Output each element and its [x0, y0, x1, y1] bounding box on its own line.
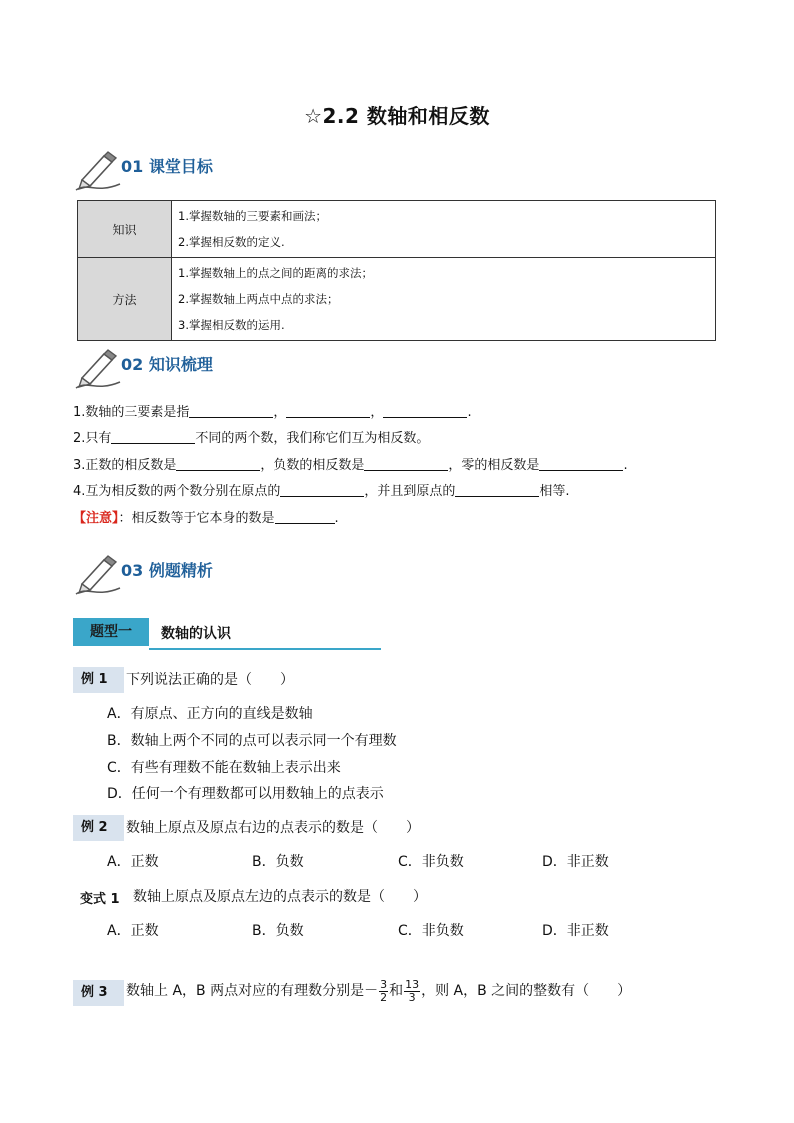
fraction-denominator: 3: [408, 990, 416, 1004]
pencil-icon: [74, 150, 122, 192]
option-d[interactable]: D．任何一个有理数都可以用数轴上的点表示: [107, 786, 384, 802]
variant-question: 数轴上原点及原点左边的点表示的数是（ ）: [133, 889, 427, 905]
section-header-knowledge: [74, 348, 374, 388]
option-b[interactable]: B．负数: [252, 854, 304, 870]
answer-blank[interactable]: [280, 482, 364, 497]
text: ，则 A，B 之间的整数有（ ）: [421, 983, 632, 999]
option-b[interactable]: B．负数: [252, 923, 304, 939]
text: ，负数的相反数是: [260, 458, 365, 473]
answer-blank[interactable]: [455, 482, 539, 497]
text: ，: [273, 405, 287, 420]
option-c[interactable]: C．非负数: [398, 854, 464, 870]
pencil-icon: [74, 554, 122, 596]
text: 1.数轴的三要素是指: [73, 405, 190, 420]
fraction: [404, 979, 420, 1004]
answer-blank[interactable]: [275, 509, 335, 524]
text: .: [467, 405, 472, 420]
answer-blank[interactable]: [539, 456, 623, 471]
answer-blank[interactable]: [189, 403, 273, 418]
knowledge-line-2: [73, 429, 429, 448]
variant-label: 变式 1: [80, 892, 120, 907]
knowledge-line-1: [73, 403, 472, 422]
note-line: [73, 509, 339, 528]
text: .: [623, 458, 628, 473]
option-a[interactable]: A．有原点、正方向的直线是数轴: [107, 706, 313, 722]
section-title: 03 例题精析: [121, 561, 213, 580]
section-title: 01 课堂目标: [121, 157, 213, 176]
option-d[interactable]: D．非正数: [542, 854, 609, 870]
option-a[interactable]: A．正数: [107, 854, 159, 870]
text: 和: [389, 983, 404, 999]
text: 2.只有: [73, 431, 112, 446]
example-question: [126, 974, 631, 1008]
fraction-numerator: 13: [405, 977, 420, 991]
method-label: 方法: [78, 258, 172, 341]
text: 相等.: [539, 484, 570, 499]
list-item: 3.掌握相反数的运用.: [178, 318, 285, 332]
section-header-examples: [74, 554, 374, 594]
table-row: [78, 201, 716, 258]
list-item: 2.掌握数轴上两点中点的求法；: [178, 292, 339, 306]
fraction-numerator: 3: [380, 977, 388, 991]
knowledge-content: [172, 201, 716, 258]
text: ，: [370, 405, 384, 420]
answer-blank[interactable]: [286, 403, 370, 418]
list-item: 2.掌握相反数的定义.: [178, 235, 285, 249]
list-item: 1.掌握数轴上的点之间的距离的求法；: [178, 266, 373, 280]
knowledge-line-3: [73, 456, 628, 475]
section-header-goals: [74, 150, 374, 190]
option-d[interactable]: D．非正数: [542, 923, 609, 939]
type-tag: 题型一: [73, 618, 149, 646]
answer-blank[interactable]: [383, 403, 467, 418]
method-content: [172, 258, 716, 341]
option-b[interactable]: B．数轴上两个不同的点可以表示同一个有理数: [107, 733, 397, 749]
text: ：相反数等于它本身的数是: [118, 511, 275, 526]
answer-blank[interactable]: [176, 456, 260, 471]
text: .: [334, 511, 339, 526]
note-label: 【注意】: [73, 511, 119, 526]
text: 3.正数的相反数是: [73, 458, 177, 473]
answer-blank[interactable]: [364, 456, 448, 471]
list-item: 1.掌握数轴的三要素和画法；: [178, 209, 327, 223]
text: ，零的相反数是: [448, 458, 540, 473]
question-type-banner: [73, 618, 383, 652]
fraction: [379, 979, 388, 1004]
type-title: 数轴的认识: [161, 626, 231, 642]
knowledge-label: 知识: [78, 201, 172, 258]
goals-table: [77, 200, 716, 341]
pencil-icon: [74, 348, 122, 390]
text: 4.互为相反数的两个数分别在原点的: [73, 484, 281, 499]
example-badge: 例 2: [73, 815, 124, 841]
knowledge-line-4: [73, 482, 570, 501]
example-badge: 例 3: [73, 980, 124, 1006]
table-row: [78, 258, 716, 341]
option-a[interactable]: A．正数: [107, 923, 159, 939]
example-question: 下列说法正确的是（ ）: [126, 672, 294, 688]
option-c[interactable]: C．非负数: [398, 923, 464, 939]
divider: [149, 648, 381, 650]
page-title: ☆2.2 数轴和相反数: [304, 104, 490, 128]
answer-blank[interactable]: [111, 429, 195, 444]
text: 不同的两个数，我们称它们互为相反数。: [195, 431, 430, 446]
text: 数轴上 A，B 两点对应的有理数分别是－: [126, 983, 379, 999]
text: ，并且到原点的: [364, 484, 456, 499]
section-title: 02 知识梳理: [121, 355, 213, 374]
option-c[interactable]: C．有些有理数不能在数轴上表示出来: [107, 760, 341, 776]
fraction-denominator: 2: [380, 990, 388, 1004]
example-badge: 例 1: [73, 667, 124, 693]
example-question: 数轴上原点及原点右边的点表示的数是（ ）: [126, 820, 420, 836]
